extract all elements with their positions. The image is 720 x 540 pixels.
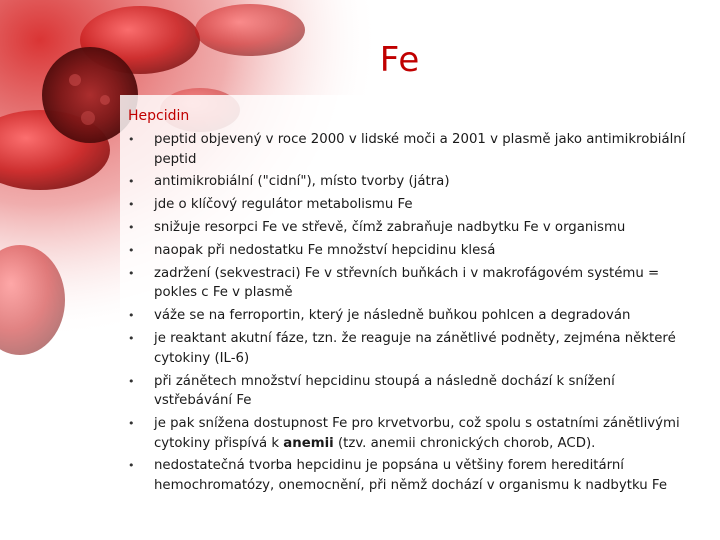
- list-item: [128, 329, 688, 368]
- emphasis-text: anemii: [283, 435, 334, 451]
- bullet-icon: •: [128, 332, 135, 346]
- list-item: [128, 195, 688, 215]
- list-item: [128, 372, 688, 411]
- list-item-text: peptid objevený v roce 2000 v lidské moči a 2001 v plasmě jako antimikrobiální peptid: [154, 132, 686, 167]
- list-item-text: jde o klíčový regulátor metabolismu Fe: [154, 197, 413, 213]
- list-item-text: váže se na ferroportin, který je následně buňkou pohlcen a degradován: [154, 308, 631, 324]
- list-item: [128, 130, 688, 169]
- list-item: [128, 306, 688, 326]
- list-item-text: naopak při nedostatku Fe množství hepcidinu klesá: [154, 243, 496, 259]
- bullet-icon: •: [128, 309, 135, 323]
- slide-content: [128, 106, 688, 499]
- list-item: [128, 172, 688, 192]
- list-item-text: nedostatečná tvorba hepcidinu je popsána u většiny forem hereditární hemochromatózy, onemocnění, při němž dochází v organismu k nadbytku Fe: [154, 458, 668, 493]
- red-cell-shape: [195, 4, 305, 56]
- bullet-list: [128, 130, 688, 495]
- list-item-text-post: (tzv. anemii chronických chorob, ACD).: [333, 435, 596, 451]
- list-item: [128, 414, 688, 453]
- bullet-icon: •: [128, 175, 135, 189]
- bullet-icon: •: [128, 244, 135, 258]
- bullet-icon: •: [128, 133, 135, 146]
- bullet-icon: •: [128, 266, 135, 280]
- bullet-icon: •: [128, 198, 135, 212]
- list-item: [128, 264, 688, 303]
- list-item: [128, 218, 688, 238]
- section-heading: Hepcidin: [128, 108, 190, 124]
- list-item-text: antimikrobiální ("cidní"), místo tvorby (játra): [154, 174, 450, 190]
- bullet-icon: •: [128, 459, 135, 473]
- bullet-icon: •: [128, 374, 135, 388]
- list-item: [128, 241, 688, 261]
- list-item-text: při zánětech množství hepcidinu stoupá a následně dochází k snížení vstřebávání Fe: [154, 373, 615, 409]
- list-item-text: zadržení (sekvestraci) Fe v střevních buňkách i v makrofágovém systému = pokles c Fe v plasmě: [154, 265, 660, 301]
- list-item-text: je reaktant akutní fáze, tzn. že reaguje na zánětlivé podněty, zejména některé cytokiny (IL-6): [154, 331, 676, 366]
- list-item: [128, 456, 688, 495]
- list-item-text: snižuje resorpci Fe ve střevě, čímž zabraňuje nadbytku Fe v organismu: [154, 220, 626, 236]
- list-item-text-pre: je pak snížena dostupnost Fe pro krvetvorbu, což spolu s ostatními zánětlivými cytokiny přispívá k: [154, 416, 680, 451]
- slide-title: Fe: [379, 40, 421, 80]
- bullet-icon: •: [128, 221, 135, 235]
- bullet-icon: •: [128, 417, 135, 431]
